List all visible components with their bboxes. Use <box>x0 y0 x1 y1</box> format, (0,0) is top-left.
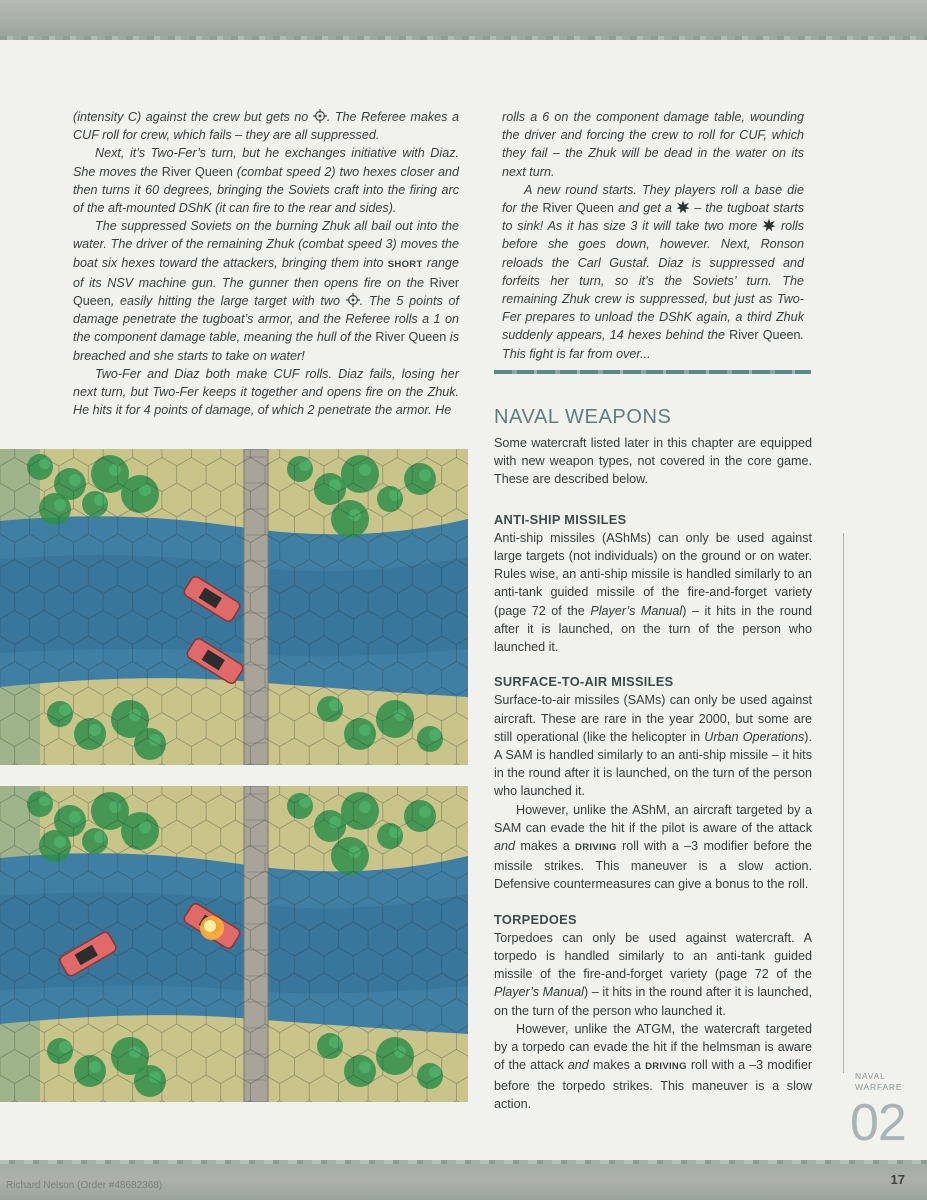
body-text: ) – it hits in the round after it is launched, on the turn of the person who launched it. <box>494 985 813 1018</box>
explosion-icon <box>762 218 776 232</box>
story-text: The suppressed Soviets on the burning Zhuk all bail out into the water. The driver of the remaining Zhuk (combat speed 3) moves the boat six hexes toward the attackers, bringing them into <box>73 219 459 270</box>
body-text: However, unlike the ATGM, the watercraft targeted by a torpedo can evade the hit if the helmsman is aware of the attack <box>494 1021 812 1073</box>
order-watermark: Richard Nelson (Order #48682368) <box>6 1180 163 1191</box>
heading-surface-to-air-missiles: SURFACE-TO-AIR MISSILES <box>494 674 674 690</box>
emphasis: and <box>567 1058 589 1073</box>
body-text: Anti-ship missiles (AShMs) can only be used against large targets (not individuals) on the ground or on water. Rules wise, an anti-ship missile is handled similarly to an anti-tank guided missile of the fire-and-forget variety (page 72 of the <box>494 530 812 618</box>
body-text: ) – it hits in the round after it is launched, on the turn of the person who launched it. <box>494 603 812 655</box>
story-text: (combat speed 2) two hexes closer and then turns it 60 degrees, bringing the Soviets craft into the firing arc of the aft-mounted DShK (it can fire to the rear and sides). <box>73 164 459 216</box>
example-story-right <box>502 108 804 363</box>
book-title: Player’s Manual <box>494 985 584 1000</box>
range-term: SHORT <box>387 258 423 270</box>
story-divider <box>494 370 811 374</box>
book-title: Player’s Manual <box>590 603 683 618</box>
body-text: makes a <box>592 1058 642 1073</box>
section-intro: Some watercraft listed later in this chapter are equipped with new weapon types, not covered in the core game. These are described below. <box>494 436 812 487</box>
body-text: roll with a –3 modifier before the missile strikes. This maneuver is a slow action. Defensive countermeasures can give a bonus to the roll. <box>494 839 813 892</box>
vessel-name: River Queen <box>73 275 460 309</box>
skill-name: DRIVING <box>575 842 617 854</box>
crosshair-icon <box>313 109 327 123</box>
body-text: Surface-to-air missiles (SAMs) can only be used against aircraft. These are rare in the year 2000, but some are still operational (like the helicopter in <box>494 693 812 744</box>
sam-paragraph <box>494 691 812 800</box>
torpedo-paragraph <box>494 929 812 1020</box>
emphasis: and <box>494 839 516 854</box>
story-text: is breached and she starts to take on water! <box>73 330 460 363</box>
body-text: makes a <box>520 839 570 854</box>
chapter-label-line: NAVAL <box>855 1071 886 1081</box>
vessel-name: River Queen <box>729 328 801 343</box>
chapter-label <box>855 1071 902 1093</box>
story-paragraph <box>73 217 459 365</box>
heading-anti-ship-missiles: ANTI-SHIP MISSILES <box>494 511 627 527</box>
story-text: (intensity C) against the crew but gets no <box>73 110 309 124</box>
story-text: range of its NSV machine gun. The gunner then opens fire on the <box>73 255 460 290</box>
body-text: Torpedoes can only be used against watercraft. A torpedo is handled similarly to an anti-tank guided missile of the fire-and-forget variety (page 72 of the <box>494 930 812 982</box>
story-text: rolls a 6 on the component damage table, wounding the driver and forcing the crew to roll for CUF, which they fail – the Zhuk will be dead in the water on its next turn. <box>502 110 804 179</box>
vessel-name: River Queen <box>542 201 614 216</box>
section-title: NAVAL WEAPONS <box>494 406 672 428</box>
vessel-name: River Queen <box>375 330 447 345</box>
story-text: rolls before she goes down, however. Next, Ronson reloads the Carl Gustaf. Diaz is suppressed and forfeits her turn, so it’s the Soviets’ turn. The remaining Zhuk crew is suppressed, but just as Two-Fer prepares to unload the DShK again, a third Zhuk suddenly appears, 14 hexes behind the <box>502 219 805 343</box>
example-story-left <box>73 108 459 419</box>
book-title: Urban Operations <box>704 729 805 744</box>
story-text: A new round starts. They players roll a base die for the <box>502 182 804 216</box>
body-text: ). A SAM is handled similarly to an anti-ship missile – it hits in the round after it is launched, on the turn of the person who launched it. <box>494 729 812 799</box>
top-border-band <box>0 0 927 40</box>
vessel-name: River Queen <box>161 164 233 179</box>
story-text: . The Referee makes a CUF roll for crew, which fails – they are all suppressed. <box>73 110 459 143</box>
story-text: – the tugboat starts to sink! As it has size 3 it will take two more <box>502 201 805 234</box>
sam-paragraph <box>494 801 812 894</box>
hex-map-svg <box>0 449 468 765</box>
story-text: , easily hitting the large target with two <box>110 294 340 309</box>
hex-map-illustration <box>0 786 468 1102</box>
body-text: roll with a –3 modifier before the torpedo strikes. This maneuver is a slow action. <box>494 1058 813 1111</box>
story-text: and get a <box>618 201 672 216</box>
story-paragraph <box>73 144 459 217</box>
crosshair-icon <box>346 293 360 307</box>
naval-weapons-column <box>494 434 812 1113</box>
story-paragraph <box>73 365 459 420</box>
chapter-label-line: WARFARE <box>855 1082 903 1092</box>
skill-name: DRIVING <box>645 1061 687 1073</box>
story-paragraph <box>502 108 804 181</box>
explosion-icon <box>676 200 690 214</box>
story-paragraph <box>502 181 804 363</box>
fire-effect <box>200 916 224 940</box>
story-text: Next, it’s Two-Fer’s turn, but he exchanges initiative with Diaz. She moves the <box>73 146 459 179</box>
chapter-number: 02 <box>850 1094 906 1152</box>
heading-torpedoes: TORPEDOES <box>494 911 577 927</box>
torpedo-paragraph <box>494 1020 812 1113</box>
asm-paragraph <box>494 529 812 656</box>
page-number: 17 <box>890 1172 905 1187</box>
story-text: . The 5 points of damage penetrate the tugboat’s armor, and the Referee rolls a 1 on the component damage table, meaning the hull of the <box>73 294 459 345</box>
margin-rule <box>843 533 844 1073</box>
story-paragraph <box>73 108 459 144</box>
body-text: However, unlike the AShM, an aircraft targeted by a SAM can evade the hit if the pilot is aware of the attack <box>494 802 812 835</box>
story-text: Two-Fer and Diaz both make CUF rolls. Diaz fails, losing her next turn, but Two-Fer keeps it together and opens fire on the Zhuk. He hits it for 4 points of damage, of which 2 penetrate the armor. He <box>73 366 459 418</box>
story-text: . This fight is far from over... <box>502 328 805 361</box>
hex-map-illustration <box>0 449 468 765</box>
hex-map-svg <box>0 786 468 1102</box>
